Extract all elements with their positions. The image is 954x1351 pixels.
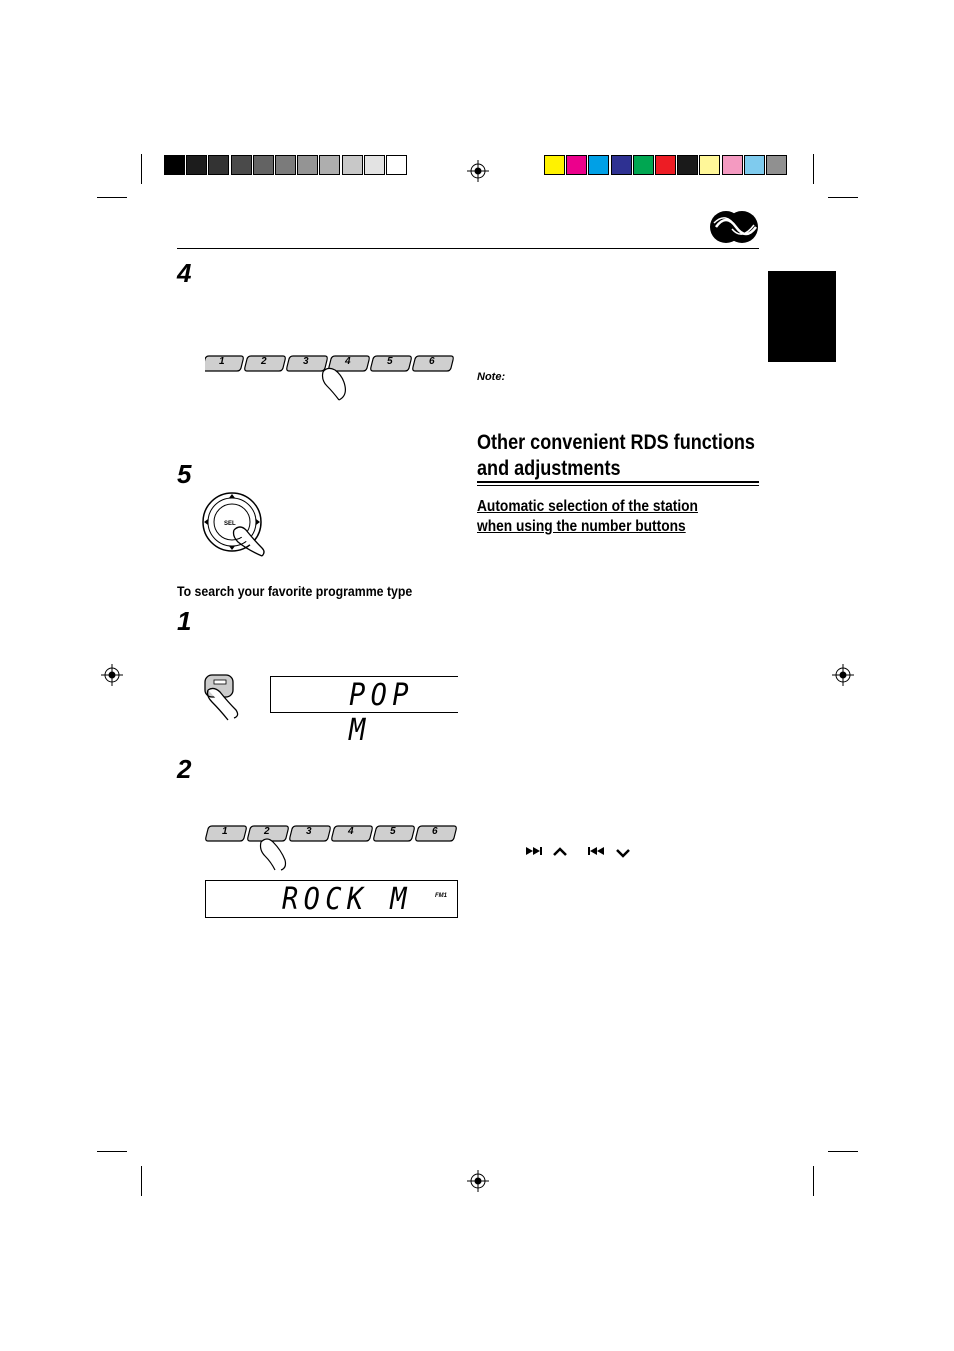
number-button-labels [205, 354, 457, 374]
step-number: 5 [177, 459, 192, 489]
number-button[interactable]: 5 [387, 356, 393, 367]
svg-text:SEL: SEL [224, 521, 236, 527]
number-button[interactable]: 4 [348, 826, 354, 837]
number-button[interactable]: 4 [345, 356, 351, 367]
number-button[interactable]: 5 [390, 826, 396, 837]
color-swatch [342, 155, 363, 175]
registration-mark-icon [467, 160, 489, 182]
registration-mark-icon [467, 1170, 489, 1192]
color-swatch [386, 155, 407, 175]
disc-logo-icon [709, 209, 759, 245]
subsection-title [477, 497, 698, 537]
number-button[interactable]: 2 [264, 826, 270, 837]
color-swatch [699, 155, 720, 175]
display-text: POP M [349, 678, 414, 748]
section-title-line: Other convenient RDS functions [477, 431, 755, 454]
language-tab [768, 271, 836, 362]
number-button[interactable]: 2 [261, 356, 267, 367]
color-swatch [319, 155, 340, 175]
color-swatch [566, 155, 587, 175]
header-rule [177, 248, 759, 249]
color-swatch [186, 155, 207, 175]
color-swatch [611, 155, 632, 175]
crop-mark [828, 197, 858, 198]
number-button-labels [205, 824, 457, 844]
section-title-line: and adjustments [477, 457, 621, 480]
sel-label [226, 519, 238, 525]
color-swatch [744, 155, 765, 175]
crop-mark [828, 1151, 858, 1152]
step-number: 4 [177, 258, 192, 288]
display-panel [270, 676, 458, 748]
skip-forward-up-icon [525, 845, 569, 859]
color-swatch [275, 155, 296, 175]
color-swatch [297, 155, 318, 175]
color-swatch [364, 155, 385, 175]
section-title-rule [477, 485, 759, 486]
color-swatch [208, 155, 229, 175]
number-button[interactable]: 1 [222, 826, 228, 837]
color-swatch [722, 155, 743, 175]
subsection-title-line: when using the number buttons [477, 518, 686, 535]
search-programme-type-label: To search your favorite programme type [177, 583, 413, 599]
band-indicator: FM1 [435, 893, 447, 899]
crop-mark [813, 154, 814, 184]
crop-mark [97, 197, 127, 198]
skip-back-down-icon [587, 845, 633, 859]
number-button[interactable]: 6 [429, 356, 435, 367]
pty-button-icon[interactable] [200, 672, 244, 722]
crop-mark [97, 1151, 127, 1152]
number-button[interactable]: 1 [219, 356, 225, 367]
registration-mark-icon [101, 664, 123, 686]
color-swatch [253, 155, 274, 175]
crop-mark [141, 1166, 142, 1196]
color-swatch [231, 155, 252, 175]
number-button[interactable]: 3 [303, 356, 309, 367]
color-swatch [588, 155, 609, 175]
number-button[interactable]: 6 [432, 826, 438, 837]
section-title [477, 430, 755, 482]
color-swatch [655, 155, 676, 175]
crop-mark [813, 1166, 814, 1196]
display-panel [205, 880, 458, 918]
color-swatch [164, 155, 185, 175]
sel-knob-icon[interactable] [200, 490, 280, 562]
number-button[interactable]: 3 [306, 826, 312, 837]
registration-mark-icon [832, 664, 854, 686]
note-label: Note: [477, 371, 506, 383]
color-swatch [677, 155, 698, 175]
color-swatch [544, 155, 565, 175]
color-swatch [633, 155, 654, 175]
display-text: ROCK M [282, 882, 412, 917]
step-number: 1 [177, 606, 192, 636]
color-swatch [766, 155, 787, 175]
section-title-rule [477, 481, 759, 483]
subsection-title-line: Automatic selection of the station [477, 498, 698, 515]
crop-mark [141, 154, 142, 184]
step-number: 2 [177, 754, 192, 784]
